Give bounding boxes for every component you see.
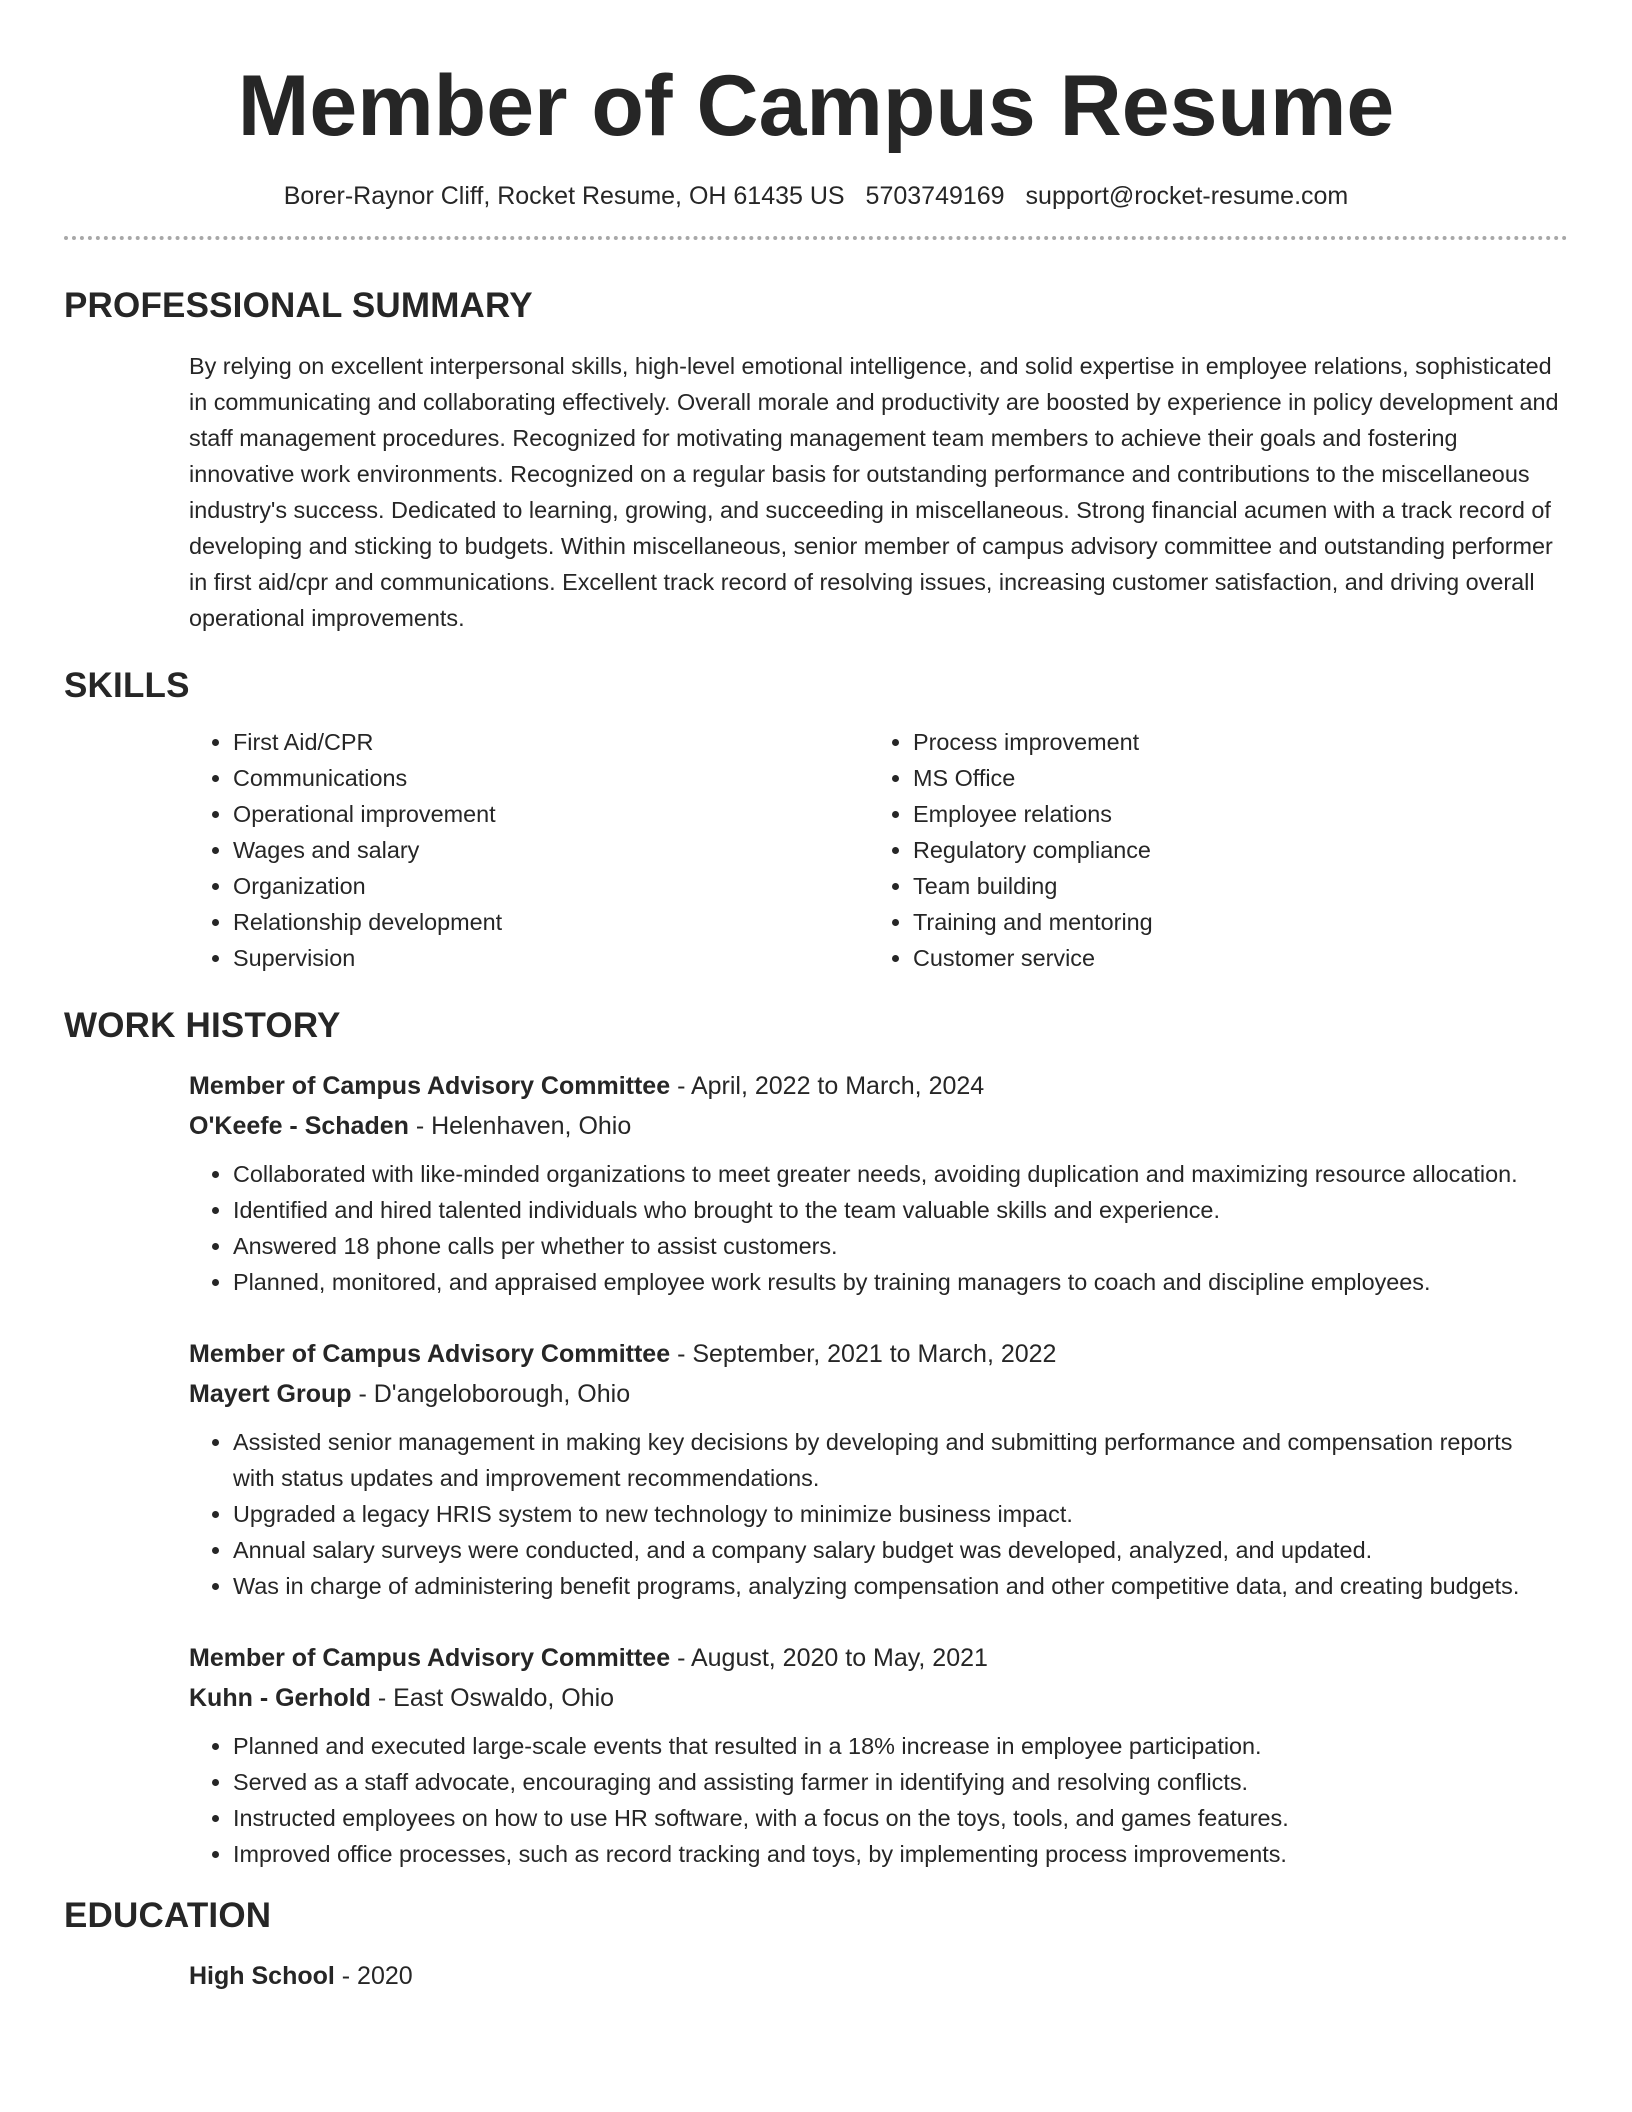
skills-column-left bbox=[189, 724, 869, 976]
summary-text: By relying on excellent interpersonal skills, high-level emotional intelligence, and solid expertise in employee relations, sophisticated in communicating and collaborating effectively. Overall morale and productivity are boosted by experience in policy development and staff management procedures. Recognized for motivating management team members to achieve their goals and fostering innovative work environments. Recognized on a regular basis for outstanding performance and contributions to the miscellaneous industry's success. Dedicated to learning, growing, and succeeding in miscellaneous. Strong financial acumen with a track record of developing and sticking to budgets. Within miscellaneous, senior member of campus advisory committee and outstanding performer in first aid/cpr and communications. Excellent track record of resolving issues, increasing customer satisfaction, and driving overall operational improvements. bbox=[189, 353, 1559, 631]
job-title-line bbox=[189, 1638, 1559, 1678]
contact-line bbox=[64, 180, 1568, 212]
job-bullet: • Collaborated with like-minded organizations to meet greater needs, avoiding duplication and maximizing resource allocation. bbox=[233, 1156, 1559, 1192]
job-company-line bbox=[189, 1374, 1559, 1414]
skill-item: • Customer service bbox=[913, 940, 1549, 976]
job-title: Member of Campus Advisory Committee bbox=[189, 1072, 671, 1100]
job-entry bbox=[189, 1066, 1559, 1300]
job-bullet: • Improved office processes, such as record tracking and toys, by implementing process improvements. bbox=[233, 1836, 1559, 1872]
job-company: O'Keefe - Schaden bbox=[189, 1112, 409, 1140]
job-dates: - September, 2021 to March, 2022 bbox=[670, 1340, 1057, 1368]
education-year: - 2020 bbox=[334, 1962, 413, 1990]
job-bullet: • Served as a staff advocate, encouraging and assisting farmer in identifying and resolving conflicts. bbox=[233, 1764, 1559, 1800]
contact-address: Borer-Raynor Cliff, Rocket Resume, OH 61435 US bbox=[283, 182, 845, 210]
skill-item: • Training and mentoring bbox=[913, 904, 1549, 940]
job-entry bbox=[189, 1638, 1559, 1872]
job-company-line bbox=[189, 1106, 1559, 1146]
job-bullet: • Planned, monitored, and appraised employee work results by training managers to coach and discipline employees. bbox=[233, 1264, 1559, 1300]
skill-item: • Relationship development bbox=[233, 904, 869, 940]
job-bullet: • Instructed employees on how to use HR software, with a focus on the toys, tools, and games features. bbox=[233, 1800, 1559, 1836]
skill-item: • Regulatory compliance bbox=[913, 832, 1549, 868]
education-degree: High School bbox=[189, 1962, 335, 1990]
job-bullet: • Identified and hired talented individuals who brought to the team valuable skills and experience. bbox=[233, 1192, 1559, 1228]
skill-item: • Organization bbox=[233, 868, 869, 904]
job-bullet: • Answered 18 phone calls per whether to assist customers. bbox=[233, 1228, 1559, 1264]
job-title-line bbox=[189, 1066, 1559, 1106]
contact-email: support@rocket-resume.com bbox=[1025, 182, 1349, 210]
job-bullets bbox=[189, 1728, 1559, 1872]
job-title: Member of Campus Advisory Committee bbox=[189, 1340, 671, 1368]
job-dates: - April, 2022 to March, 2024 bbox=[670, 1072, 985, 1100]
skill-item: • First Aid/CPR bbox=[233, 724, 869, 760]
skill-item: • Communications bbox=[233, 760, 869, 796]
job-entry bbox=[189, 1334, 1559, 1604]
skills-heading: SKILLS bbox=[64, 666, 190, 705]
skill-item: • Operational improvement bbox=[233, 796, 869, 832]
skills-list bbox=[189, 724, 1559, 976]
job-title-line bbox=[189, 1334, 1559, 1374]
job-company: Mayert Group bbox=[189, 1380, 352, 1408]
skill-item: • Employee relations bbox=[913, 796, 1549, 832]
job-location: - D'angeloborough, Ohio bbox=[351, 1380, 631, 1408]
header-divider bbox=[64, 236, 1568, 240]
job-title: Member of Campus Advisory Committee bbox=[189, 1644, 671, 1672]
education-entry bbox=[189, 1956, 1568, 1996]
job-company: Kuhn - Gerhold bbox=[189, 1684, 371, 1712]
summary-heading: PROFESSIONAL SUMMARY bbox=[64, 286, 533, 325]
skill-item: • Wages and salary bbox=[233, 832, 869, 868]
job-bullet: • Was in charge of administering benefit programs, analyzing compensation and other competitive data, and creating budgets. bbox=[233, 1568, 1559, 1604]
job-bullet: • Assisted senior management in making key decisions by developing and submitting performance and compensation reports with status updates and improvement recommendations. bbox=[233, 1424, 1559, 1496]
job-dates: - August, 2020 to May, 2021 bbox=[670, 1644, 988, 1672]
job-location: - East Oswaldo, Ohio bbox=[370, 1684, 615, 1712]
job-location: - Helenhaven, Ohio bbox=[408, 1112, 632, 1140]
resume-title: Member of Campus Resume bbox=[237, 58, 1395, 154]
job-bullets bbox=[189, 1424, 1559, 1604]
education-heading: EDUCATION bbox=[64, 1896, 272, 1935]
job-company-line bbox=[189, 1678, 1559, 1718]
skill-item: • Supervision bbox=[233, 940, 869, 976]
job-bullet: • Planned and executed large-scale events that resulted in a 18% increase in employee participation. bbox=[233, 1728, 1559, 1764]
skills-column-right bbox=[869, 724, 1549, 976]
work-history-heading: WORK HISTORY bbox=[64, 1006, 341, 1045]
skill-item: • MS Office bbox=[913, 760, 1549, 796]
job-bullet: • Annual salary surveys were conducted, and a company salary budget was developed, analyzed, and updated. bbox=[233, 1532, 1559, 1568]
skill-item: • Process improvement bbox=[913, 724, 1549, 760]
job-bullet: • Upgraded a legacy HRIS system to new technology to minimize business impact. bbox=[233, 1496, 1559, 1532]
resume-page bbox=[64, 0, 1568, 1996]
contact-phone: 5703749169 bbox=[865, 182, 1005, 210]
skill-item: • Team building bbox=[913, 868, 1549, 904]
job-bullets bbox=[189, 1156, 1559, 1300]
